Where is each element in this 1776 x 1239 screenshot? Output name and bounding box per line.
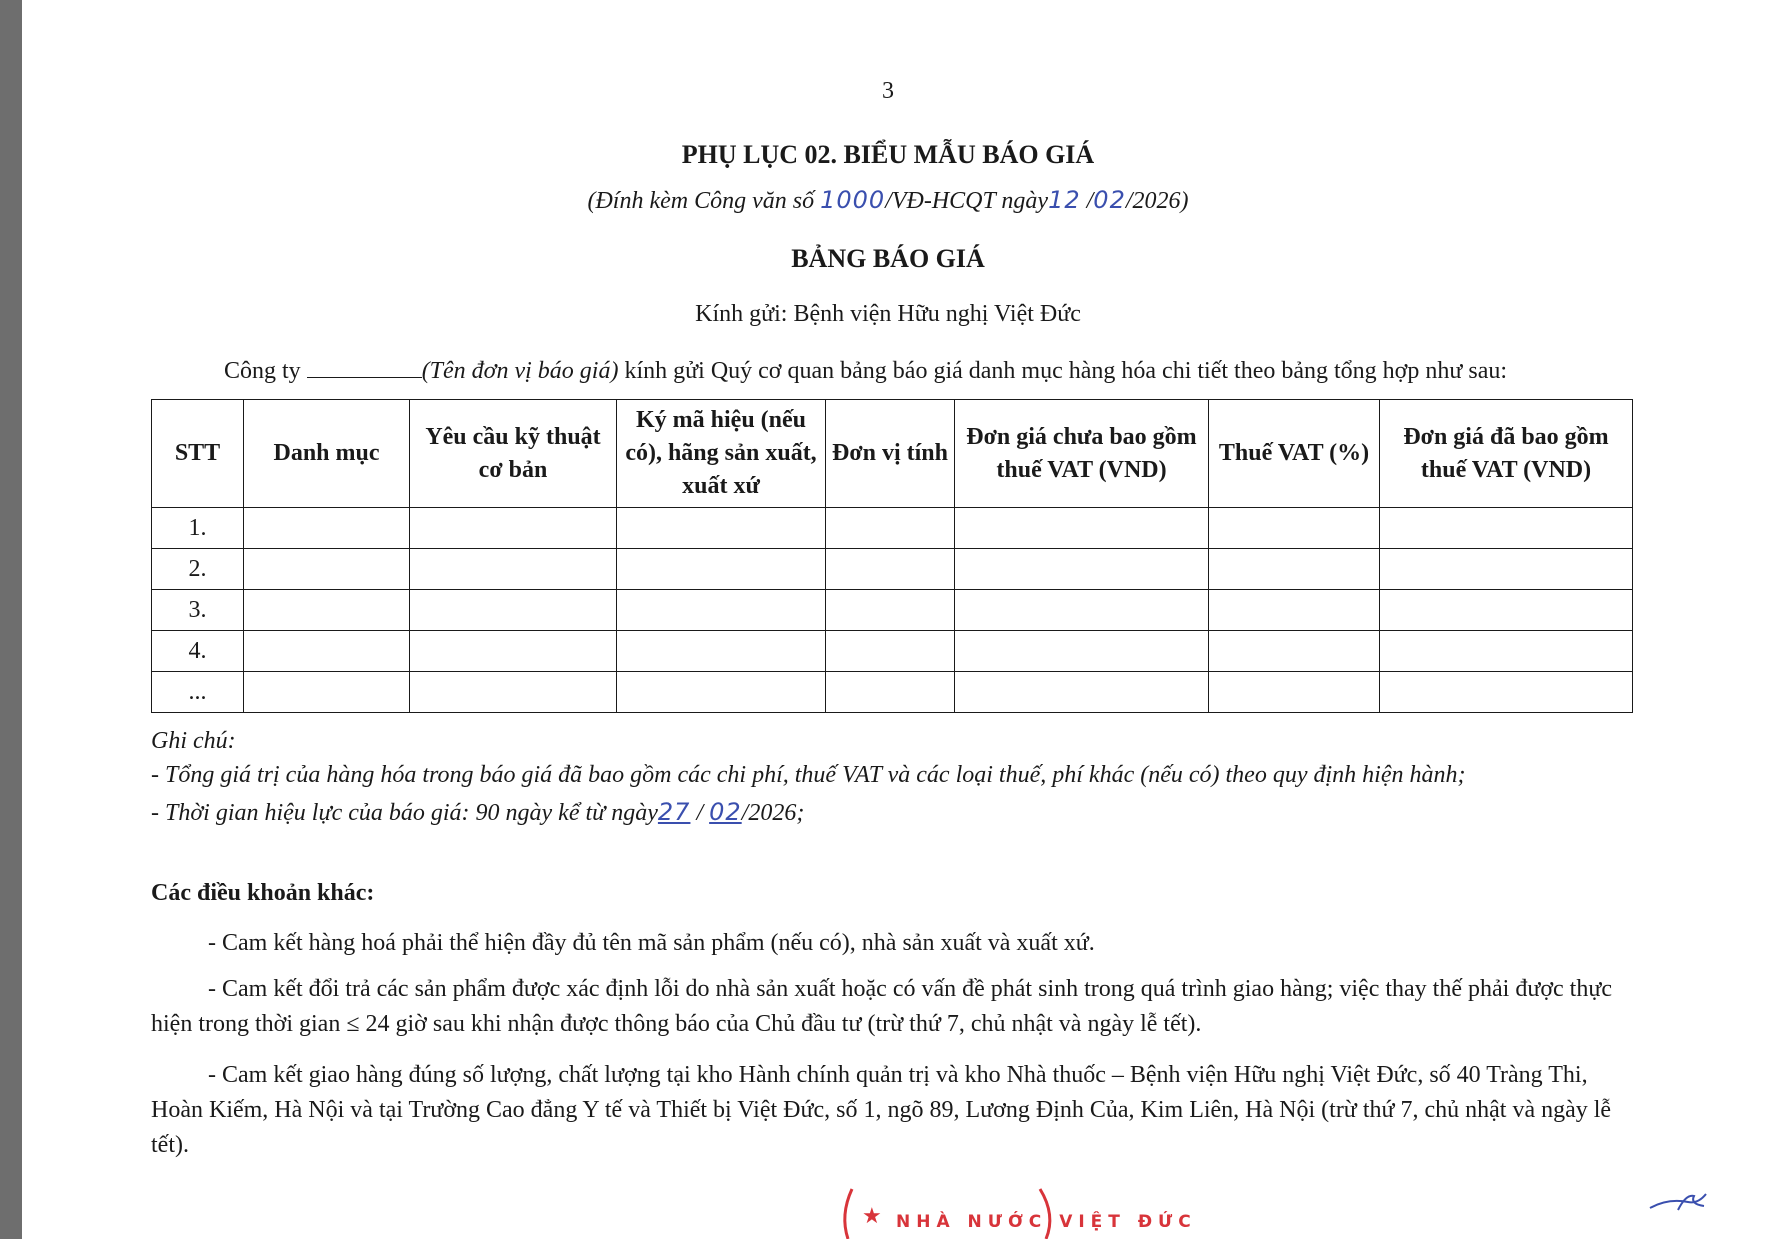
term-item: - Cam kết giao hàng đúng số lượng, chất lượng tại kho Hành chính quản trị và kho Nhà thuốc – Bệnh viện Hữu nghị Việt Đức, số 40 Tràng Thi, Hoàn Kiếm, Hà Nội và tại Trường Cao đẳng Y tế và Thiết bị Việt Đức, số 1, ngõ 89, Lương Định Của, Kim Liên, Hà Nội (trừ thứ 7, chủ nhật và ngày lễ tết). <box>151 1062 1612 1158</box>
cell-model <box>617 672 826 713</box>
note-total-value: - Tổng giá trị của hàng hóa trong báo giá đã bao gồm các chi phí, thuế VAT và các loại thuế, phí khác (nếu có) theo quy định hiện hành; <box>151 762 1466 788</box>
cell-category <box>244 631 410 672</box>
attachment-middle: /VĐ-HCQT ngày <box>885 188 1049 214</box>
cell-price-incl-vat <box>1380 672 1633 713</box>
svg-text:★: ★ <box>862 1204 882 1229</box>
cell-price-incl-vat <box>1380 590 1633 631</box>
header-stt: STT <box>152 400 244 508</box>
cell-unit <box>826 508 955 549</box>
cell-category <box>244 549 410 590</box>
attachment-prefix: (Đính kèm Công văn số <box>587 188 821 214</box>
cell-unit <box>826 549 955 590</box>
attachment-sep: / <box>1080 188 1094 214</box>
header-technical-requirements: Yêu cầu kỹ thuật cơ bản <box>410 400 617 508</box>
table-header-row <box>152 400 1633 508</box>
cell-unit <box>826 590 955 631</box>
header-vat-rate: Thuế VAT (%) <box>1209 400 1380 508</box>
cell-model <box>617 549 826 590</box>
company-name-blank <box>307 357 422 378</box>
header-price-excl-vat: Đơn giá chưa bao gồm thuế VAT (VND) <box>955 400 1209 508</box>
note-validity-prefix: - Thời gian hiệu lực của báo giá: 90 ngày kể từ ngày <box>151 800 658 826</box>
cell-category <box>244 672 410 713</box>
attachment-suffix: /2026) <box>1125 188 1189 214</box>
cell-vat <box>1209 590 1380 631</box>
cell-vat <box>1209 631 1380 672</box>
handwritten-doc-number: 1000 <box>820 186 886 214</box>
header-unit: Đơn vị tính <box>826 400 955 508</box>
handwritten-month: 02 <box>1093 186 1126 214</box>
other-terms-title: Các điều khoản khác: <box>151 880 375 906</box>
intro-paragraph <box>224 357 1507 385</box>
cell-model <box>617 631 826 672</box>
cell-model <box>617 590 826 631</box>
cell-price-excl-vat <box>955 508 1209 549</box>
table-row <box>152 631 1633 672</box>
stamp-text: NHÀ NƯỚC VIỆT ĐỨC <box>896 1212 1197 1232</box>
row-number: 1. <box>152 508 244 549</box>
row-number: ... <box>152 672 244 713</box>
cell-price-incl-vat <box>1380 631 1633 672</box>
note-validity-suffix: /2026; <box>741 800 805 826</box>
cell-model <box>617 508 826 549</box>
cell-unit <box>826 631 955 672</box>
cell-requirements <box>410 631 617 672</box>
row-number: 2. <box>152 549 244 590</box>
cell-price-excl-vat <box>955 672 1209 713</box>
term-item: - Cam kết đổi trả các sản phẩm được xác định lỗi do nhà sản xuất hoặc có vấn đề phát sinh trong quá trình giao hàng; việc thay thế phải được thực hiện trong thời gian ≤ 24 giờ sau khi nhận được thông báo của Chủ đầu tư (trừ thứ 7, chủ nhật và ngày lễ tết). <box>151 976 1612 1037</box>
appendix-title: PHỤ LỤC 02. BIỂU MẪU BÁO GIÁ <box>681 140 1095 169</box>
cell-price-incl-vat <box>1380 508 1633 549</box>
cell-requirements <box>410 508 617 549</box>
cell-vat <box>1209 508 1380 549</box>
handwritten-valid-day: 27 <box>657 798 691 826</box>
cell-price-excl-vat <box>955 590 1209 631</box>
cell-vat <box>1209 672 1380 713</box>
page-number: 3 <box>882 78 894 104</box>
cell-requirements <box>410 549 617 590</box>
cell-requirements <box>410 672 617 713</box>
attachment-line <box>0 186 1776 215</box>
header-price-incl-vat: Đơn giá đã bao gồm thuế VAT (VND) <box>1380 400 1633 508</box>
company-stamp <box>838 1185 1197 1239</box>
handwritten-signature <box>1648 1190 1708 1214</box>
term-item: - Cam kết hàng hoá phải thể hiện đầy đủ tên mã sản phẩm (nếu có), nhà sản xuất và xuất xứ. <box>208 930 1095 956</box>
row-number: 3. <box>152 590 244 631</box>
cell-requirements <box>410 590 617 631</box>
cell-category <box>244 508 410 549</box>
cell-vat <box>1209 549 1380 590</box>
cell-category <box>244 590 410 631</box>
note-validity <box>151 798 804 827</box>
header-model-manufacturer-origin: Ký mã hiệu (nếu có), hãng sản xuất, xuất xứ <box>617 400 826 508</box>
cell-price-excl-vat <box>955 549 1209 590</box>
handwritten-valid-month: 02 <box>709 798 742 826</box>
cell-price-incl-vat <box>1380 549 1633 590</box>
table-row <box>152 672 1633 713</box>
cell-price-excl-vat <box>955 631 1209 672</box>
notes-label: Ghi chú: <box>151 728 236 754</box>
handwritten-day: 12 <box>1048 186 1081 214</box>
cell-unit <box>826 672 955 713</box>
table-row <box>152 590 1633 631</box>
note-validity-sep: / <box>690 800 710 826</box>
recipient-line: Kính gửi: Bệnh viện Hữu nghị Việt Đức <box>695 301 1081 327</box>
row-number: 4. <box>152 631 244 672</box>
header-category: Danh mục <box>244 400 410 508</box>
intro-rest: kính gửi Quý cơ quan bảng báo giá danh mục hàng hóa chi tiết theo bảng tổng hợp như sau: <box>618 358 1508 384</box>
table-title: BẢNG BÁO GIÁ <box>791 244 985 273</box>
quotation-table <box>151 399 1633 713</box>
intro-company-prefix: Công ty <box>224 358 307 384</box>
table-row <box>152 508 1633 549</box>
table-row <box>152 549 1633 590</box>
intro-company-placeholder: (Tên đơn vị báo giá) <box>421 358 619 384</box>
